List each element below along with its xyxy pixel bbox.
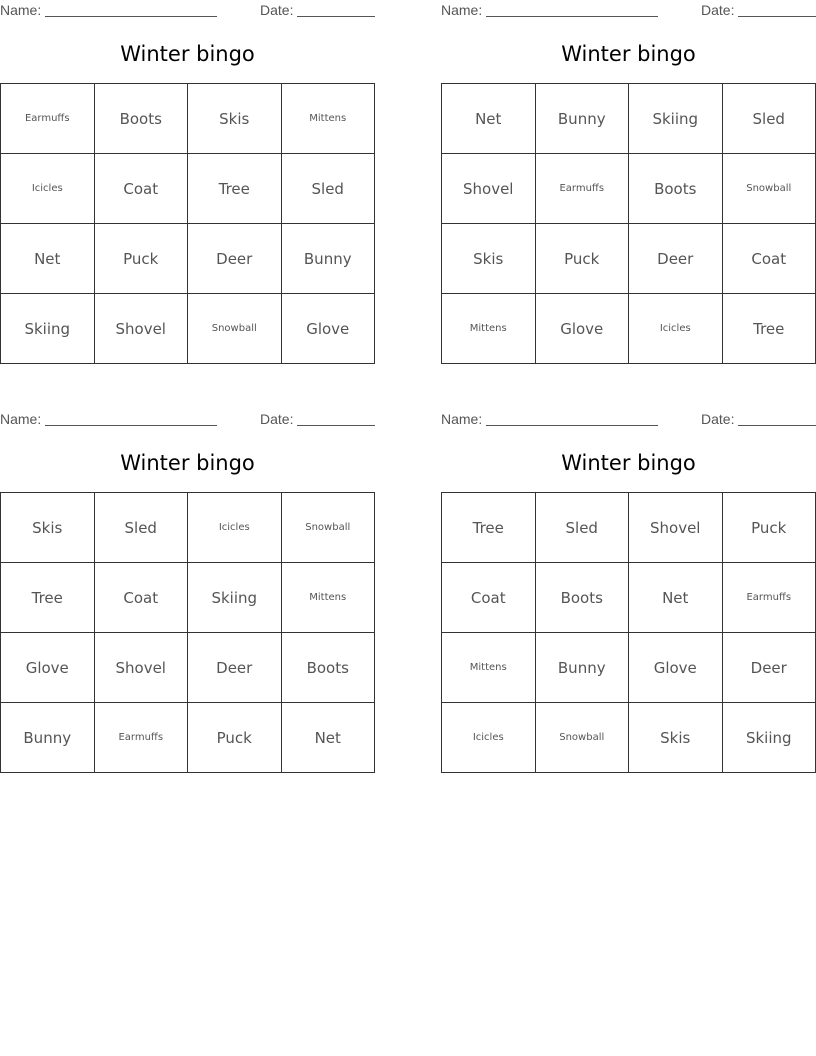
bingo-cell: Mittens bbox=[442, 633, 536, 703]
name-label: Name: bbox=[0, 411, 42, 427]
bingo-cell: Mittens bbox=[442, 294, 536, 364]
bingo-cell: Icicles bbox=[1, 154, 95, 224]
grid-row bbox=[442, 224, 816, 294]
card-title: Winter bingo bbox=[561, 451, 696, 475]
grid-row bbox=[442, 294, 816, 364]
bingo-card-2 bbox=[441, 0, 816, 365]
bingo-cell: Puck bbox=[722, 493, 816, 563]
bingo-cell: Skiing bbox=[1, 294, 95, 364]
date-label: Date: bbox=[260, 2, 294, 18]
card-header bbox=[441, 2, 816, 20]
grid-row bbox=[442, 633, 816, 703]
bingo-cell: Glove bbox=[629, 633, 723, 703]
bingo-cell: Coat bbox=[722, 224, 816, 294]
bingo-cell: Boots bbox=[281, 633, 375, 703]
bingo-cell: Coat bbox=[94, 563, 188, 633]
name-field-line bbox=[45, 16, 217, 17]
bingo-cell: Earmuffs bbox=[722, 563, 816, 633]
bingo-card-4 bbox=[441, 409, 816, 774]
bingo-grid bbox=[441, 492, 816, 773]
date-label: Date: bbox=[701, 411, 735, 427]
card-header bbox=[0, 2, 375, 20]
bingo-cell: Puck bbox=[94, 224, 188, 294]
grid-row bbox=[1, 224, 375, 294]
bingo-cell: Deer bbox=[188, 633, 282, 703]
bingo-cell: Sled bbox=[94, 493, 188, 563]
bingo-cell: Bunny bbox=[535, 633, 629, 703]
name-label: Name: bbox=[0, 2, 42, 18]
bingo-cell: Shovel bbox=[442, 154, 536, 224]
name-field-line bbox=[45, 425, 217, 426]
bingo-cell: Snowball bbox=[722, 154, 816, 224]
grid-row bbox=[442, 493, 816, 563]
date-field-line bbox=[297, 425, 375, 426]
bingo-cell: Tree bbox=[188, 154, 282, 224]
grid-row bbox=[1, 563, 375, 633]
bingo-cell: Icicles bbox=[188, 493, 282, 563]
bingo-cell: Skis bbox=[1, 493, 95, 563]
name-field-line bbox=[486, 425, 658, 426]
bingo-cell: Shovel bbox=[94, 633, 188, 703]
grid-row bbox=[1, 294, 375, 364]
bingo-cell: Net bbox=[281, 703, 375, 773]
bingo-cell: Boots bbox=[535, 563, 629, 633]
name-label: Name: bbox=[441, 411, 483, 427]
bingo-cell: Net bbox=[629, 563, 723, 633]
bingo-cell: Skis bbox=[442, 224, 536, 294]
card-title: Winter bingo bbox=[561, 42, 696, 66]
bingo-cell: Deer bbox=[629, 224, 723, 294]
bingo-cell: Coat bbox=[442, 563, 536, 633]
grid-row bbox=[1, 633, 375, 703]
date-label: Date: bbox=[701, 2, 735, 18]
date-field-line bbox=[738, 425, 816, 426]
grid-row bbox=[442, 703, 816, 773]
card-header bbox=[441, 411, 816, 429]
bingo-cell: Bunny bbox=[1, 703, 95, 773]
bingo-grid bbox=[441, 83, 816, 364]
grid-row bbox=[1, 154, 375, 224]
bingo-cell: Sled bbox=[722, 84, 816, 154]
date-label: Date: bbox=[260, 411, 294, 427]
bingo-card-1 bbox=[0, 0, 375, 365]
bingo-cell: Net bbox=[1, 224, 95, 294]
bingo-cell: Tree bbox=[722, 294, 816, 364]
bingo-cell: Icicles bbox=[629, 294, 723, 364]
bingo-cell: Mittens bbox=[281, 563, 375, 633]
bingo-cell: Boots bbox=[94, 84, 188, 154]
bingo-cell: Glove bbox=[281, 294, 375, 364]
bingo-cell: Tree bbox=[442, 493, 536, 563]
bingo-cell: Glove bbox=[1, 633, 95, 703]
bingo-cell: Snowball bbox=[188, 294, 282, 364]
bingo-cell: Sled bbox=[535, 493, 629, 563]
bingo-cell: Net bbox=[442, 84, 536, 154]
bingo-cell: Shovel bbox=[94, 294, 188, 364]
bingo-card-3 bbox=[0, 409, 375, 774]
date-field-line bbox=[738, 16, 816, 17]
bingo-cell: Snowball bbox=[535, 703, 629, 773]
bingo-cell: Skiing bbox=[629, 84, 723, 154]
bingo-cell: Earmuffs bbox=[94, 703, 188, 773]
bingo-cell: Bunny bbox=[535, 84, 629, 154]
bingo-grid bbox=[0, 83, 375, 364]
bingo-cell: Skiing bbox=[188, 563, 282, 633]
bingo-cell: Earmuffs bbox=[535, 154, 629, 224]
bingo-cell: Puck bbox=[188, 703, 282, 773]
bingo-cell: Bunny bbox=[281, 224, 375, 294]
bingo-cell: Coat bbox=[94, 154, 188, 224]
bingo-cell: Puck bbox=[535, 224, 629, 294]
bingo-grid bbox=[0, 492, 375, 773]
bingo-cell: Tree bbox=[1, 563, 95, 633]
bingo-cell: Sled bbox=[281, 154, 375, 224]
grid-row bbox=[442, 154, 816, 224]
bingo-cell: Icicles bbox=[442, 703, 536, 773]
grid-row bbox=[1, 84, 375, 154]
grid-row bbox=[1, 493, 375, 563]
bingo-cell: Mittens bbox=[281, 84, 375, 154]
bingo-cell: Boots bbox=[629, 154, 723, 224]
bingo-cell: Skis bbox=[188, 84, 282, 154]
card-header bbox=[0, 411, 375, 429]
bingo-cell: Glove bbox=[535, 294, 629, 364]
card-title: Winter bingo bbox=[120, 42, 255, 66]
bingo-cell: Snowball bbox=[281, 493, 375, 563]
bingo-cell: Skiing bbox=[722, 703, 816, 773]
card-title: Winter bingo bbox=[120, 451, 255, 475]
bingo-cell: Deer bbox=[722, 633, 816, 703]
grid-row bbox=[442, 563, 816, 633]
name-field-line bbox=[486, 16, 658, 17]
bingo-cell: Shovel bbox=[629, 493, 723, 563]
bingo-cell: Skis bbox=[629, 703, 723, 773]
name-label: Name: bbox=[441, 2, 483, 18]
bingo-cell: Earmuffs bbox=[1, 84, 95, 154]
grid-row bbox=[442, 84, 816, 154]
grid-row bbox=[1, 703, 375, 773]
bingo-cell: Deer bbox=[188, 224, 282, 294]
date-field-line bbox=[297, 16, 375, 17]
